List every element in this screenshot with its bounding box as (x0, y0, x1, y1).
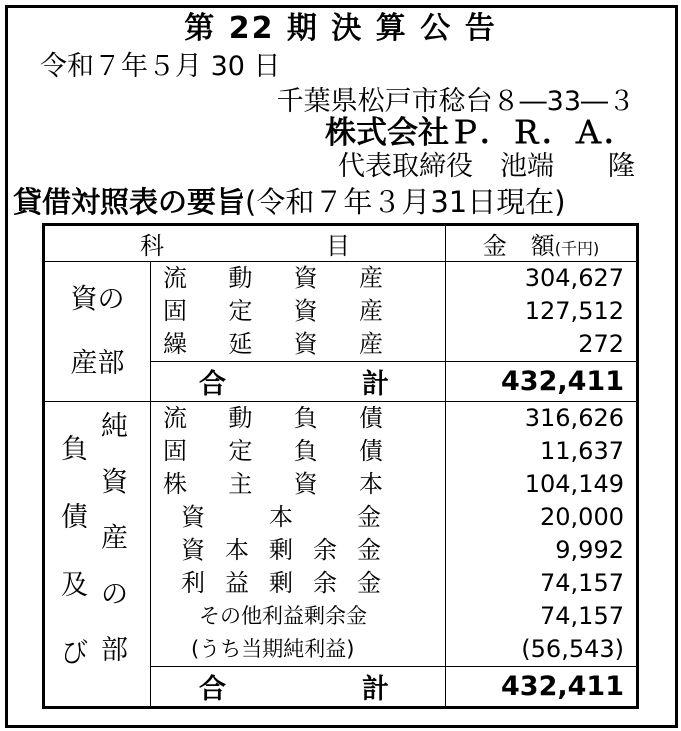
balance-sheet-table (42, 223, 639, 709)
liability-item-0 (163, 402, 445, 435)
label-char: 主 (228, 470, 253, 498)
label-char: 資 (293, 470, 318, 498)
label-char: 余 (313, 569, 337, 597)
liabilities-section-left (61, 418, 88, 686)
label-char: 資 (293, 330, 318, 358)
header-account-a: 科 (140, 232, 164, 260)
header-amount (446, 225, 638, 262)
label-char: 資 (181, 503, 205, 531)
liability-item-label: その他利益剰余金 (199, 604, 367, 628)
asset-amount-2: 272 (578, 330, 624, 358)
liabilities-section-char: 純 (101, 411, 128, 442)
label-char: 債 (358, 404, 383, 432)
table-header-row (44, 225, 638, 262)
liability-amount-2: 104,149 (524, 470, 624, 498)
assets-item-names (151, 262, 446, 362)
label-char: 債 (358, 437, 383, 465)
liabilities-section-char: び (61, 638, 88, 669)
asset-item-label (163, 328, 383, 361)
liability-item-label (181, 567, 381, 600)
asset-amount-0: 304,627 (524, 264, 624, 292)
label-char: 固 (163, 437, 187, 465)
assets-section-line1: 資の (70, 283, 125, 315)
assets-items-row (44, 262, 638, 362)
liabilities-section-char: 部 (101, 635, 128, 666)
label-char: 流 (163, 404, 187, 432)
notice-date: 令和７年５月 30 日 (40, 51, 281, 82)
assets-section-label (44, 262, 151, 402)
balance-sheet-subtitle (13, 185, 566, 219)
label-char: 負 (293, 437, 318, 465)
header-account (44, 225, 446, 262)
liability-amount-1: 11,637 (540, 437, 624, 465)
liabilities-section-char: 産 (101, 523, 128, 554)
label-char: 流 (163, 264, 187, 292)
label-char: 定 (228, 437, 253, 465)
liability-item-label (181, 501, 381, 534)
label-char: 定 (228, 297, 253, 325)
liabilities-total-label (151, 667, 446, 708)
assets-section-line2: 産部 (70, 347, 125, 379)
asset-amount-1: 127,512 (524, 297, 624, 325)
subtitle-date: (令和７年３月31日現在) (245, 185, 566, 219)
assets-item-amounts (446, 262, 638, 362)
liability-item-3 (163, 501, 445, 534)
liability-item-label (163, 435, 383, 468)
label-char: 産 (358, 297, 383, 325)
liability-amount-5: 74,157 (540, 569, 624, 597)
assets-total-amount: 432,411 (446, 362, 638, 402)
liabilities-total-a: 合 (199, 674, 226, 705)
label-char: 動 (228, 264, 253, 292)
label-char: 資 (293, 297, 318, 325)
label-char: 本 (358, 470, 383, 498)
liabilities-section-label (44, 402, 151, 708)
liabilities-item-amounts (446, 402, 638, 667)
header-amount-label: 金 額 (482, 232, 555, 260)
liability-amount-6: 74,157 (540, 602, 624, 630)
label-char: 利 (181, 569, 205, 597)
liability-amount-7: (56,543) (521, 635, 624, 663)
company-name: 株式会社Ｐ．Ｒ．Ａ． (325, 115, 635, 151)
liabilities-section-char: の (101, 579, 128, 610)
label-char: 本 (269, 503, 293, 531)
liabilities-section-char: 及 (61, 570, 88, 601)
label-char: 延 (228, 330, 253, 358)
representative: 代表取締役 池端 隆 (338, 151, 635, 182)
label-char: 株 (163, 470, 187, 498)
label-char: 金 (357, 569, 381, 597)
liability-item-4 (163, 534, 445, 567)
label-char: 繰 (163, 330, 187, 358)
label-char: 本 (225, 536, 249, 564)
asset-item-label (163, 262, 383, 295)
liabilities-section-char: 債 (61, 502, 88, 533)
liability-amount-0: 316,626 (524, 404, 624, 432)
liabilities-total-amount: 432,411 (446, 667, 638, 708)
label-char: 産 (358, 330, 383, 358)
company-address: 千葉県松戸市稔台８―33―３ (276, 86, 635, 117)
liabilities-total-b: 計 (362, 674, 389, 705)
asset-item-label (163, 295, 383, 328)
label-char: 金 (357, 536, 381, 564)
header-unit: (千円) (554, 239, 600, 258)
header-account-b: 目 (326, 232, 350, 260)
liability-item-7 (163, 633, 445, 666)
subtitle-main: 貸借対照表の要旨 (13, 185, 246, 219)
asset-item-0 (163, 262, 445, 295)
label-char: 負 (293, 404, 318, 432)
label-char: 剰 (269, 536, 293, 564)
liability-item-label (181, 534, 381, 567)
liabilities-items-row (44, 402, 638, 667)
liability-item-5 (163, 567, 445, 600)
notice-title: 第 22 期 決 算 公 告 (184, 11, 497, 46)
liability-amount-4: 9,992 (555, 536, 624, 564)
label-char: 産 (358, 264, 383, 292)
label-char: 剰 (269, 569, 293, 597)
assets-total-label (151, 362, 446, 402)
label-char: 動 (228, 404, 253, 432)
label-char: 資 (293, 264, 318, 292)
label-char: 益 (225, 569, 249, 597)
liability-item-1 (163, 435, 445, 468)
liabilities-section-char: 負 (61, 434, 88, 465)
asset-item-2 (163, 328, 445, 361)
liabilities-section-char: 資 (101, 467, 128, 498)
label-char: 余 (313, 536, 337, 564)
liability-item-6 (163, 600, 445, 633)
liability-item-2 (163, 468, 445, 501)
assets-total-a: 合 (199, 369, 226, 400)
liability-item-label (163, 468, 383, 501)
assets-total-b: 計 (362, 369, 389, 400)
liability-item-label (163, 402, 383, 435)
liabilities-item-names (151, 402, 446, 667)
asset-item-1 (163, 295, 445, 328)
label-char: 固 (163, 297, 187, 325)
liabilities-section-right (101, 400, 128, 678)
liability-amount-3: 20,000 (540, 503, 624, 531)
liability-item-label: (うち当期純利益) (191, 637, 355, 661)
label-char: 金 (357, 503, 381, 531)
label-char: 資 (181, 536, 205, 564)
